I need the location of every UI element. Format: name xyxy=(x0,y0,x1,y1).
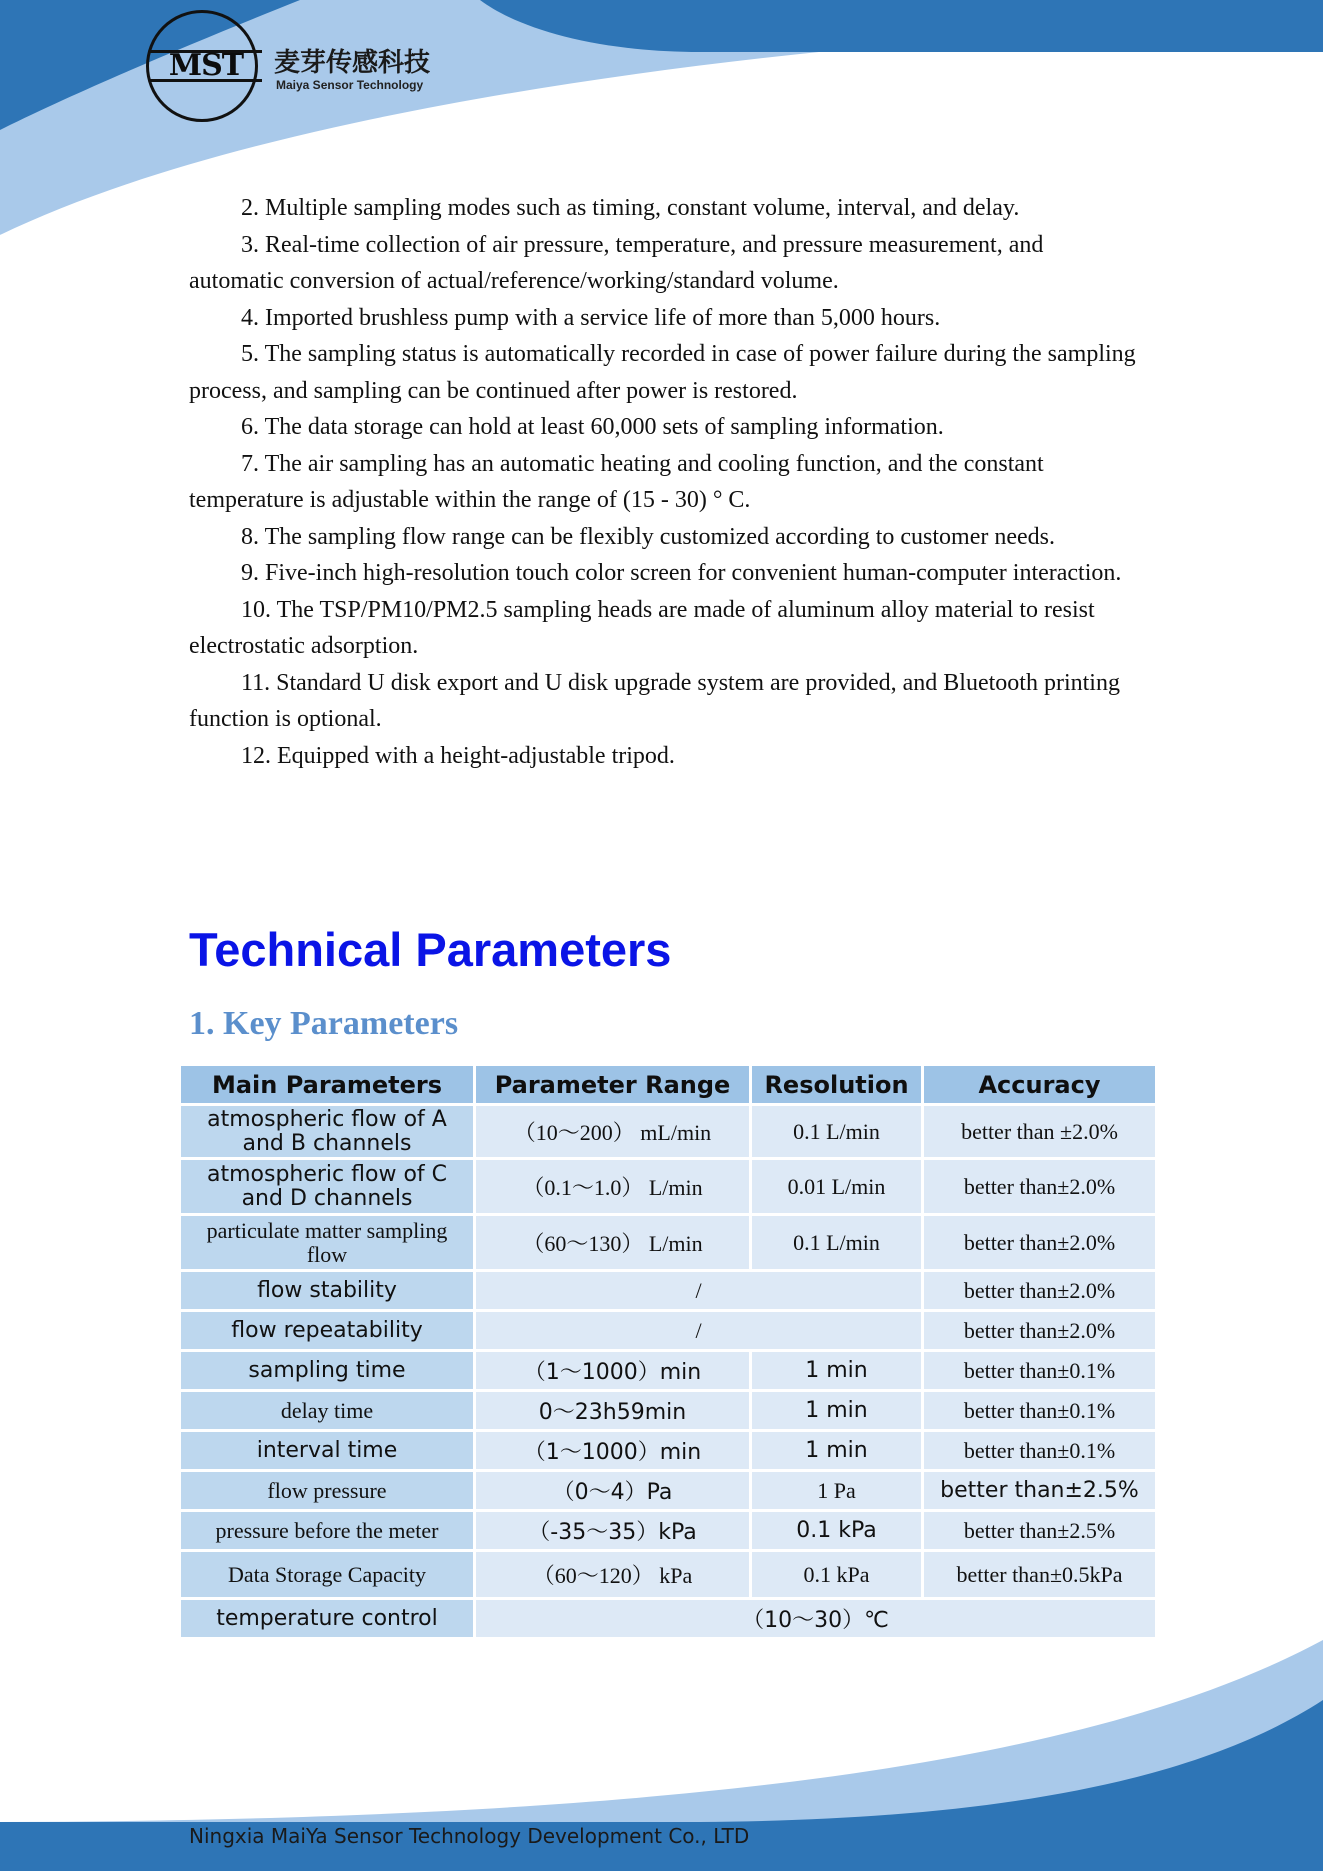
table-row xyxy=(180,1431,1157,1471)
param-range: （60～120） kPa xyxy=(475,1551,751,1599)
param-range: （1～1000）min xyxy=(475,1351,751,1391)
param-accuracy: better than±2.0% xyxy=(923,1271,1157,1311)
company-name-cn: 麦芽传感科技 xyxy=(274,48,431,78)
table-row xyxy=(180,1551,1157,1599)
header-accuracy: Accuracy xyxy=(923,1065,1157,1105)
feature-list xyxy=(189,190,1137,774)
feature-item xyxy=(189,555,1137,592)
feature-item xyxy=(189,190,1137,227)
feature-item xyxy=(189,665,1137,738)
table-row xyxy=(180,1271,1157,1311)
feature-text: The data storage can hold at least 60,000 sets of sampling information. xyxy=(264,414,944,440)
header-band-dark xyxy=(480,0,1323,52)
table-row xyxy=(180,1471,1157,1511)
feature-number: 5. xyxy=(241,341,259,367)
param-range: （0～4）Pa xyxy=(475,1471,751,1511)
feature-text: Real-time collection of air pressure, temperature, and pressure measurement, and automatic conversion of actual/reference/working/standard volume. xyxy=(189,231,1044,294)
feature-item xyxy=(189,738,1137,775)
param-range: 0～23h59min xyxy=(475,1391,751,1431)
feature-number: 11. xyxy=(241,669,271,696)
footer-company-name: Ningxia MaiYa Sensor Technology Development Co., LTD xyxy=(189,1824,750,1848)
header-parameter-range: Parameter Range xyxy=(475,1065,751,1105)
feature-item xyxy=(189,409,1137,446)
param-resolution: 0.1 L/min xyxy=(751,1215,923,1271)
param-range: （60～130） L/min xyxy=(475,1215,751,1271)
param-resolution: 0.1 kPa xyxy=(751,1551,923,1599)
feature-number: 12. xyxy=(241,742,271,769)
param-resolution: 0.1 kPa xyxy=(751,1511,923,1551)
param-resolution: 1 min xyxy=(751,1431,923,1471)
param-resolution: 1 Pa xyxy=(751,1471,923,1511)
table-row xyxy=(180,1105,1157,1159)
param-range: / xyxy=(475,1271,923,1311)
param-resolution: 0.01 L/min xyxy=(751,1159,923,1215)
company-name-en: Maiya Sensor Technology xyxy=(276,78,424,92)
feature-item xyxy=(189,592,1137,665)
feature-number: 7. xyxy=(241,450,259,477)
feature-number: 2. xyxy=(241,195,259,221)
feature-item xyxy=(189,519,1137,556)
logo-mark: MST xyxy=(150,50,262,82)
feature-text: The sampling status is automatically recorded in case of power failure during the sampling process, and sampling can be continued after power is restored. xyxy=(189,341,1136,404)
feature-number: 8. xyxy=(241,523,259,550)
param-accuracy: better than±2.0% xyxy=(923,1215,1157,1271)
feature-number: 6. xyxy=(241,414,259,440)
param-range: （0.1～1.0） L/min xyxy=(475,1159,751,1215)
param-range: （-35～35）kPa xyxy=(475,1511,751,1551)
company-logo xyxy=(146,8,446,128)
param-accuracy: better than±2.5% xyxy=(923,1471,1157,1511)
table-row xyxy=(180,1391,1157,1431)
param-resolution: 1 min xyxy=(751,1391,923,1431)
param-range: （1～1000）min xyxy=(475,1431,751,1471)
param-name: particulate matter sampling flow xyxy=(180,1215,475,1271)
param-accuracy: better than±0.1% xyxy=(923,1391,1157,1431)
table-row xyxy=(180,1215,1157,1271)
param-name: temperature control xyxy=(180,1599,475,1639)
table-row xyxy=(180,1599,1157,1639)
feature-number: 10. xyxy=(241,596,271,623)
param-name: flow repeatability xyxy=(180,1311,475,1351)
feature-text: Equipped with a height-adjustable tripod. xyxy=(277,742,675,769)
param-accuracy: better than±0.1% xyxy=(923,1351,1157,1391)
param-accuracy: better than±2.0% xyxy=(923,1311,1157,1351)
table-header-row xyxy=(180,1065,1157,1105)
table-row xyxy=(180,1511,1157,1551)
param-range: （10～30）℃ xyxy=(475,1599,1157,1639)
feature-item xyxy=(189,446,1137,519)
param-accuracy: better than±2.0% xyxy=(923,1159,1157,1215)
feature-text: Five-inch high-resolution touch color screen for convenient human-computer interaction. xyxy=(265,560,1122,586)
table-row xyxy=(180,1311,1157,1351)
param-accuracy: better than±0.5kPa xyxy=(923,1551,1157,1599)
param-name: sampling time xyxy=(180,1351,475,1391)
feature-number: 4. xyxy=(241,304,259,331)
feature-number: 3. xyxy=(241,231,259,258)
param-accuracy: better than±2.5% xyxy=(923,1511,1157,1551)
param-name: delay time xyxy=(180,1391,475,1431)
param-name: atmospheric flow of C and D channels xyxy=(180,1159,475,1215)
param-name: flow pressure xyxy=(180,1471,475,1511)
param-accuracy: better than ±2.0% xyxy=(923,1105,1157,1159)
feature-number: 9. xyxy=(241,560,259,586)
feature-text: The TSP/PM10/PM2.5 sampling heads are made of aluminum alloy material to resist electrostatic adsorption. xyxy=(189,596,1095,659)
param-resolution: 1 min xyxy=(751,1351,923,1391)
param-name: interval time xyxy=(180,1431,475,1471)
param-accuracy: better than±0.1% xyxy=(923,1431,1157,1471)
param-range: （10～200） mL/min xyxy=(475,1105,751,1159)
subsection-title: 1. Key Parameters xyxy=(189,1005,459,1042)
table-row xyxy=(180,1159,1157,1215)
param-name: Data Storage Capacity xyxy=(180,1551,475,1599)
section-title: Technical Parameters xyxy=(189,923,672,976)
key-parameters-table xyxy=(178,1063,1158,1640)
param-name: pressure before the meter xyxy=(180,1511,475,1551)
param-resolution: 0.1 L/min xyxy=(751,1105,923,1159)
feature-text: Multiple sampling modes such as timing, constant volume, interval, and delay. xyxy=(265,195,1020,221)
feature-item xyxy=(189,336,1137,409)
feature-text: The air sampling has an automatic heating and cooling function, and the constant temperature is adjustable within the range of (15 - 30) ° C. xyxy=(189,450,1044,513)
header-main-parameters: Main Parameters xyxy=(180,1065,475,1105)
feature-item xyxy=(189,227,1137,300)
param-name: atmospheric flow of A and B channels xyxy=(180,1105,475,1159)
feature-text: Standard U disk export and U disk upgrade system are provided, and Bluetooth printing function is optional. xyxy=(189,669,1120,732)
table-row xyxy=(180,1351,1157,1391)
param-name: flow stability xyxy=(180,1271,475,1311)
feature-text: The sampling flow range can be flexibly customized according to customer needs. xyxy=(264,523,1055,550)
feature-text: Imported brushless pump with a service life of more than 5,000 hours. xyxy=(265,304,941,331)
param-range: / xyxy=(475,1311,923,1351)
feature-item xyxy=(189,300,1137,337)
header-resolution: Resolution xyxy=(751,1065,923,1105)
